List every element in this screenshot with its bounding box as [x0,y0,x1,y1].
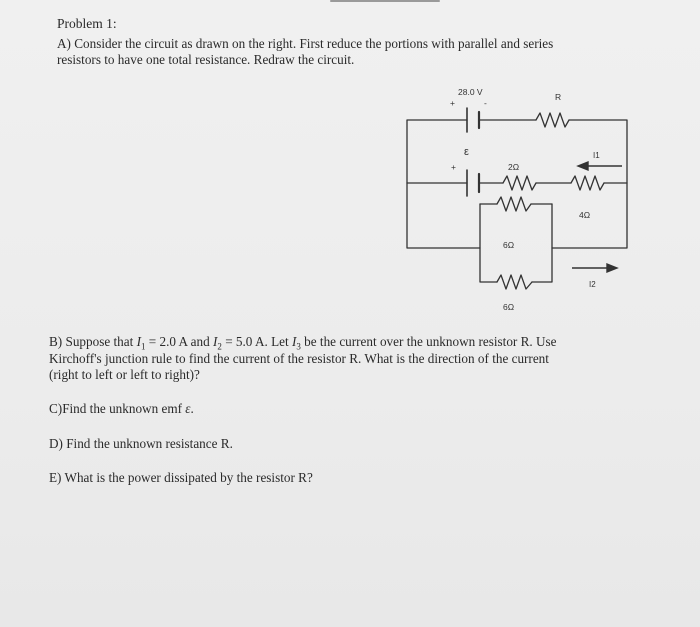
problem-title: Problem 1: [57,16,117,31]
part-c-end: . [190,401,194,416]
current-i2-label: I2 [589,280,596,289]
part-c-text: C)Find the unknown emf [49,401,186,416]
part-a-line-1: A) Consider the circuit as drawn on the right. First reduce the portions with parallel and series [57,36,554,51]
i3-symbol: I [291,334,297,349]
i1-symbol: I [136,334,141,349]
i2-symbol: I [212,334,218,349]
current-i2-arrowhead [607,264,617,272]
i1-subscript: 1 [140,341,146,352]
i2-subscript: 2 [217,341,222,352]
emf-symbol: ε [185,401,191,416]
i3-subscript: 3 [296,341,301,352]
resistor-6ohm-upper-label: 6Ω [503,240,515,250]
wire-box-left [480,204,497,282]
resistor-6ohm-lower-zigzag [497,275,532,289]
part-a-line-2: resistors to have one total resistance. Redraw the circuit. [57,52,355,67]
resistor-R-zigzag [536,113,569,127]
current-i1-label: I1 [593,151,600,160]
battery-top-label: 28.0 V [458,87,483,97]
battery-emf-plus: + [451,162,456,172]
resistor-4ohm-label: 4Ω [579,210,591,220]
part-b-text-2: = 2.0 A and [145,334,213,349]
resistor-4ohm-zigzag [571,176,604,190]
resistor-2ohm-label: 2Ω [508,162,520,172]
resistor-6ohm-upper-zigzag [497,197,531,211]
current-i1-arrowhead [578,162,588,170]
resistor-6ohm-lower-label: 6Ω [503,302,515,312]
resistor-R-label: R [555,92,562,102]
resistor-2ohm-zigzag [503,176,536,190]
part-e: E) What is the power dissipated by the resistor R? [49,470,313,485]
battery-emf-label: ε [464,146,469,158]
wire-top-right [552,120,627,248]
part-b-line-3: (right to left or left to right)? [49,367,200,382]
wire-box-right [532,204,552,282]
battery-top-plus: + [450,98,455,108]
part-b-text-3: = 5.0 A. Let [221,334,292,349]
part-b-text-1: B) Suppose that [49,334,137,349]
part-d: D) Find the unknown resistance R. [49,436,233,451]
part-b-text-4: be the current over the unknown resistor R. Use [300,334,557,349]
wire-left [407,120,480,248]
battery-top-minus: - [484,98,487,108]
part-b-line-2: Kirchoff's junction rule to find the current of the resistor R. What is the direction of the current [49,351,549,366]
